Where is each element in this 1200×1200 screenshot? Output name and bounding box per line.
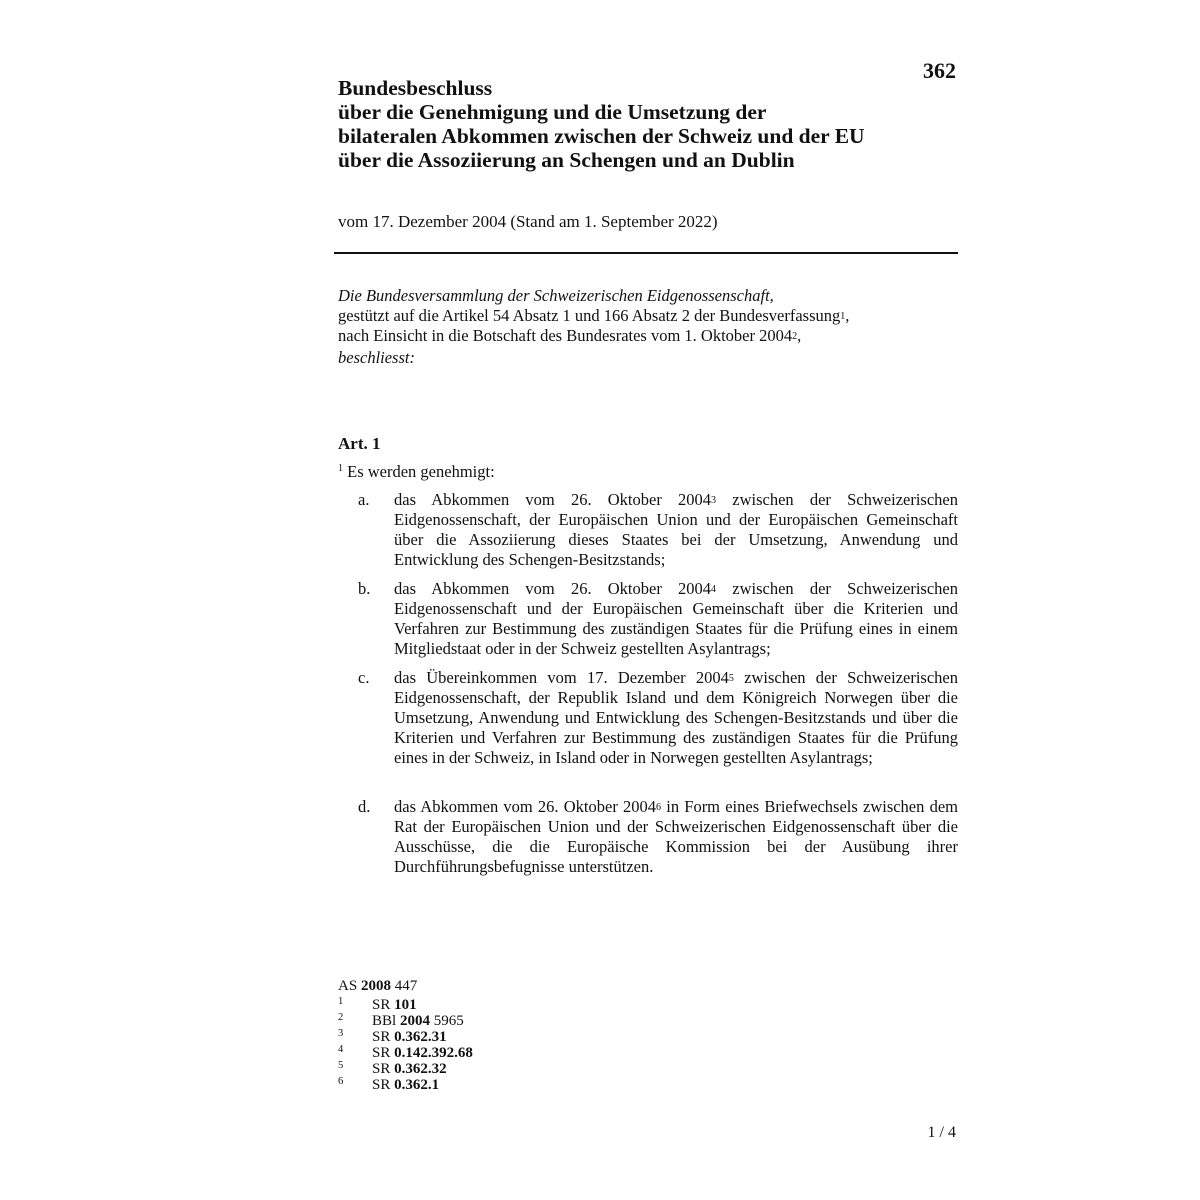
footnote-text[interactable]: SR 0.142.392.68 (372, 1045, 473, 1062)
document-title (338, 76, 958, 172)
title-line: über die Assoziierung an Schengen und an Dublin (338, 148, 795, 172)
enacting-authority: Die Bundesversammlung der Schweizerischen Eidgenossenschaft, (338, 286, 774, 305)
title-line: bilateralen Abkommen zwischen der Schweiz und der EU (338, 124, 865, 148)
item-label: c. (358, 668, 370, 687)
title-line: über die Genehmigung und die Umsetzung der (338, 100, 767, 124)
footnote-ref[interactable]: 5 (728, 673, 734, 684)
footnote-text[interactable]: SR 0.362.1 (372, 1077, 440, 1094)
page-number: 1 / 4 (927, 1124, 956, 1141)
footnote-number: 1 (338, 995, 344, 1007)
footnote-number: 4 (338, 1044, 344, 1056)
legal-basis: gestützt auf die Artikel 54 Absatz 1 und 166 Absatz 2 der Bundesverfassung$^1$, (338, 306, 850, 325)
item-label: d. (358, 797, 371, 816)
decision-verb: beschliesst: (338, 348, 415, 367)
item-text: das Abkommen vom 26. Oktober 2004$^4$ zwischen der Schweizerischen Eidgenossenschaft und der Europäischen Gemeinschaft über die Kriterien und Verfahren zur Bestimmung des zuständigen Staates für die Prüfung eines in einem Mitgliedstaat oder in der Schweiz gestellten Asylantrags; (394, 579, 958, 658)
list-item (338, 490, 958, 570)
horizontal-rule (334, 252, 958, 254)
item-label: b. (358, 579, 371, 598)
footnote (338, 1027, 447, 1045)
footnote-text[interactable]: SR 101 (372, 996, 417, 1013)
footnote (338, 1044, 473, 1062)
list-item (338, 579, 958, 659)
article-intro: $^1$ Es werden genehmigt: (338, 462, 495, 481)
footnotes (338, 978, 473, 1094)
footnote-text[interactable]: BBl 2004 5965 (372, 1012, 464, 1029)
footnote-number: 6 (338, 1076, 344, 1088)
footnote-ref[interactable]: 2 (792, 331, 798, 342)
item-text: das Abkommen vom 26. Oktober 2004$^3$ zwischen der Schweizerischen Eidgenossenschaft, der Europäischen Union und der Europäischen Gemeinschaft über die Assoziierung dieses Staates bei der Umsetzung, Anwendung und Entwicklung des Schengen-Besitzstands; (394, 490, 958, 569)
footnote-ref[interactable]: 1 (840, 311, 846, 322)
list-item (338, 797, 958, 877)
footnote-number: 2 (338, 1011, 344, 1023)
paragraph-number: 1 (338, 463, 343, 474)
item-text: das Abkommen vom 26. Oktober 2004$^6$ in Form eines Briefwechsels zwischen dem Rat der Europäischen Union und der Schweizerischen Eidgenossenschaft über die Ausschüsse, die die Europäische Kommission bei der Ausübung ihrer Durchführungsbefugnisse unterstützen. (394, 797, 958, 876)
footnote-text[interactable]: SR 0.362.31 (372, 1028, 447, 1045)
message-reference: nach Einsicht in die Botschaft des Bundesrates vom 1. Oktober 2004$^2$, (338, 326, 802, 345)
footnote-ref[interactable]: 3 (711, 495, 717, 506)
sr-number: 362 (923, 58, 956, 83)
item-text: das Übereinkommen vom 17. Dezember 2004$^5$ zwischen der Schweizerischen Eidgenossenschaft, der Republik Island und dem Königreich Norwegen über die Umsetzung, Anwendung und Entwicklung des Schengen-Besitzstands und über die Kriterien und Verfahren zur Bestimmung des zuständigen Staates für die Prüfung eines in der Schweiz, in Island oder in Norwegen gestellten Asylantrags; (394, 668, 958, 767)
footnote (338, 1060, 447, 1078)
footnote-text[interactable]: SR 0.362.32 (372, 1061, 447, 1078)
list-item (338, 668, 958, 768)
footnote-number: 5 (338, 1060, 344, 1072)
footnote (338, 997, 417, 1013)
footnote (338, 1076, 440, 1094)
footnote-ref[interactable]: 4 (711, 584, 717, 595)
preamble (338, 286, 958, 368)
title-line: Bundesbeschluss (338, 76, 493, 100)
footnote-ref[interactable]: 6 (656, 802, 662, 813)
item-label: a. (358, 490, 370, 509)
footnote (338, 1011, 464, 1029)
footnote-number: 3 (338, 1027, 344, 1039)
date-line: vom 17. Dezember 2004 (Stand am 1. September 2022) (338, 212, 718, 231)
official-collection-reference: AS 2008 447 (338, 978, 418, 994)
article-heading: Art. 1 (338, 434, 381, 453)
